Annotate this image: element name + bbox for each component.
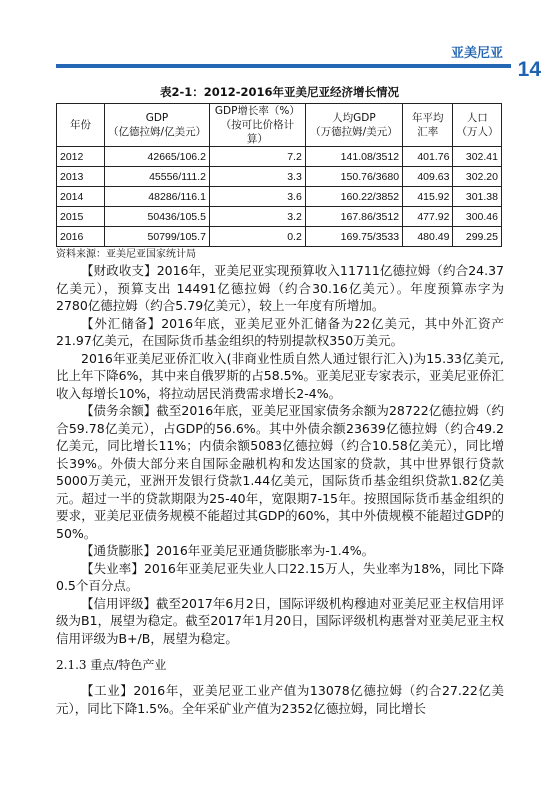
cell-year: 2015 xyxy=(57,207,105,227)
section-heading: 2.1.3 重点/特色产业 xyxy=(56,658,167,672)
paragraph-credit-rating: 【信用评级】截至2017年6月2日，国际评级机构穆迪对亚美尼亚主权信用评级为B1，展望为稳定。截至2017年1月20日，国际评级机构惠誉对亚美尼亚主权信用评级为B+/B，展望为稳定。 xyxy=(56,595,504,646)
cell-gdp: 42665/106.2 xyxy=(105,147,210,167)
col-header-gdp: GDP （亿德拉姆/亿美元） xyxy=(105,104,210,147)
paragraph-unemployment: 【失业率】2016年亚美尼亚失业人口22.15万人，失业率为18%，同比下降0.5个百分点。 xyxy=(56,560,504,593)
paragraph-industry: 【工业】2016年，亚美尼亚工业产值为13078亿德拉姆（约合27.22亿美元），同比下降1.5%。全年采矿业产值为2352亿德拉姆，同比增长 xyxy=(56,683,504,716)
cell-growth: 3.6 xyxy=(209,187,305,207)
running-header-title: 亚美尼亚 xyxy=(450,46,503,61)
table-caption: 表2-1：2012-2016年亚美尼亚经济增长情况 xyxy=(159,85,400,99)
cell-growth: 3.2 xyxy=(209,207,305,227)
col-header-population: 人口 （万人） xyxy=(453,104,502,147)
header-rule xyxy=(56,64,511,68)
cell-exchange-rate: 477.92 xyxy=(403,207,453,227)
cell-gdp: 50436/105.5 xyxy=(105,207,210,227)
cell-exchange-rate: 480.49 xyxy=(403,227,453,247)
paragraph-inflation: 【通货膨胀】2016年亚美尼亚通货膨胀率为-1.4%。 xyxy=(81,543,375,558)
paragraph-fiscal: 【财政收支】2016年，亚美尼亚实现预算收入11711亿德拉姆（约合24.37亿美元），预算支出 14491亿德拉姆（约合30.16亿美元）。年度预算赤字为2780亿德拉姆（约合5.79亿美元），较上一年度有所增加。 xyxy=(56,263,504,313)
table-header-row xyxy=(57,104,502,147)
cell-gdp: 45556/111.2 xyxy=(105,167,210,187)
cell-year: 2013 xyxy=(57,167,105,187)
paragraph-debt: 【债务余额】截至2016年底，亚美尼亚国家债务余额为28722亿德拉姆（约合59.78亿美元），占GDP的56.6%。其中外债余额23639亿德拉姆（约合49.2亿美元，同比增长11%；内债余额5083亿德拉姆（约合10.58亿美元），同比增长39%。外债大部分来自国际金融机构和发达国家的贷款，其中世界银行贷款5000万美元，亚洲开发银行贷款1.44亿美元，国际货币基金组织贷款1.82亿美元。超过一半的贷款期限为25-40年，宽限期7-15年。按照国际货币基金组织的要求，亚美尼亚债务规模不能超过其GDP的60%，其中外债规模不能超过GDP的50%。 xyxy=(56,403,504,541)
cell-exchange-rate: 409.63 xyxy=(403,167,453,187)
table-row xyxy=(57,187,502,207)
cell-gdp-per-capita: 141.08/3512 xyxy=(305,147,402,167)
cell-exchange-rate: 415.92 xyxy=(403,187,453,207)
cell-growth: 0.2 xyxy=(209,227,305,247)
cell-gdp-per-capita: 160.22/3852 xyxy=(305,187,402,207)
table-row xyxy=(57,147,502,167)
cell-population: 301.38 xyxy=(453,187,502,207)
cell-gdp: 48286/116.1 xyxy=(105,187,210,207)
cell-population: 302.20 xyxy=(453,167,502,187)
paragraph-forex-reserves: 【外汇储备】2016年底，亚美尼亚外汇储备为22亿美元，其中外汇资产21.97亿美元，在国际货币基金组织的特别提款权350万美元。 xyxy=(56,315,504,348)
cell-growth: 3.3 xyxy=(209,167,305,187)
cell-population: 299.25 xyxy=(453,227,502,247)
col-header-gdp-per-capita: 人均GDP （万德拉姆/美元） xyxy=(305,104,402,147)
economic-growth-table xyxy=(56,103,502,247)
cell-year: 2014 xyxy=(57,187,105,207)
cell-gdp-per-capita: 167.86/3512 xyxy=(305,207,402,227)
paragraph-remittances: 2016年亚美尼亚侨汇收入(非商业性质自然人通过银行汇入)为15.33亿美元,比上年下降6%，其中来自俄罗斯的占58.5%。亚美尼亚专家表示，亚美尼亚侨汇收入每增长10%，将拉动居民消费需求增长2-4%。 xyxy=(56,350,504,401)
cell-population: 302.41 xyxy=(453,147,502,167)
cell-population: 300.46 xyxy=(453,207,502,227)
table-row xyxy=(57,167,502,187)
cell-gdp-per-capita: 150.76/3680 xyxy=(305,167,402,187)
cell-year: 2012 xyxy=(57,147,105,167)
table-source-note: 资料来源：亚美尼亚国家统计局 xyxy=(56,249,196,260)
cell-gdp: 50799/105.7 xyxy=(105,227,210,247)
col-header-exchange-rate: 年平均 汇率 xyxy=(403,104,453,147)
cell-year: 2016 xyxy=(57,227,105,247)
table-row xyxy=(57,207,502,227)
body-text-industry xyxy=(56,682,504,717)
col-header-growth: GDP增长率（%） （按可比价格计算） xyxy=(209,104,305,147)
table-row xyxy=(57,227,502,247)
cell-gdp-per-capita: 169.75/3533 xyxy=(305,227,402,247)
cell-growth: 7.2 xyxy=(209,147,305,167)
cell-exchange-rate: 401.76 xyxy=(403,147,453,167)
col-header-year: 年份 xyxy=(57,104,105,147)
page-number: 14 xyxy=(517,58,541,81)
body-text xyxy=(56,262,504,647)
